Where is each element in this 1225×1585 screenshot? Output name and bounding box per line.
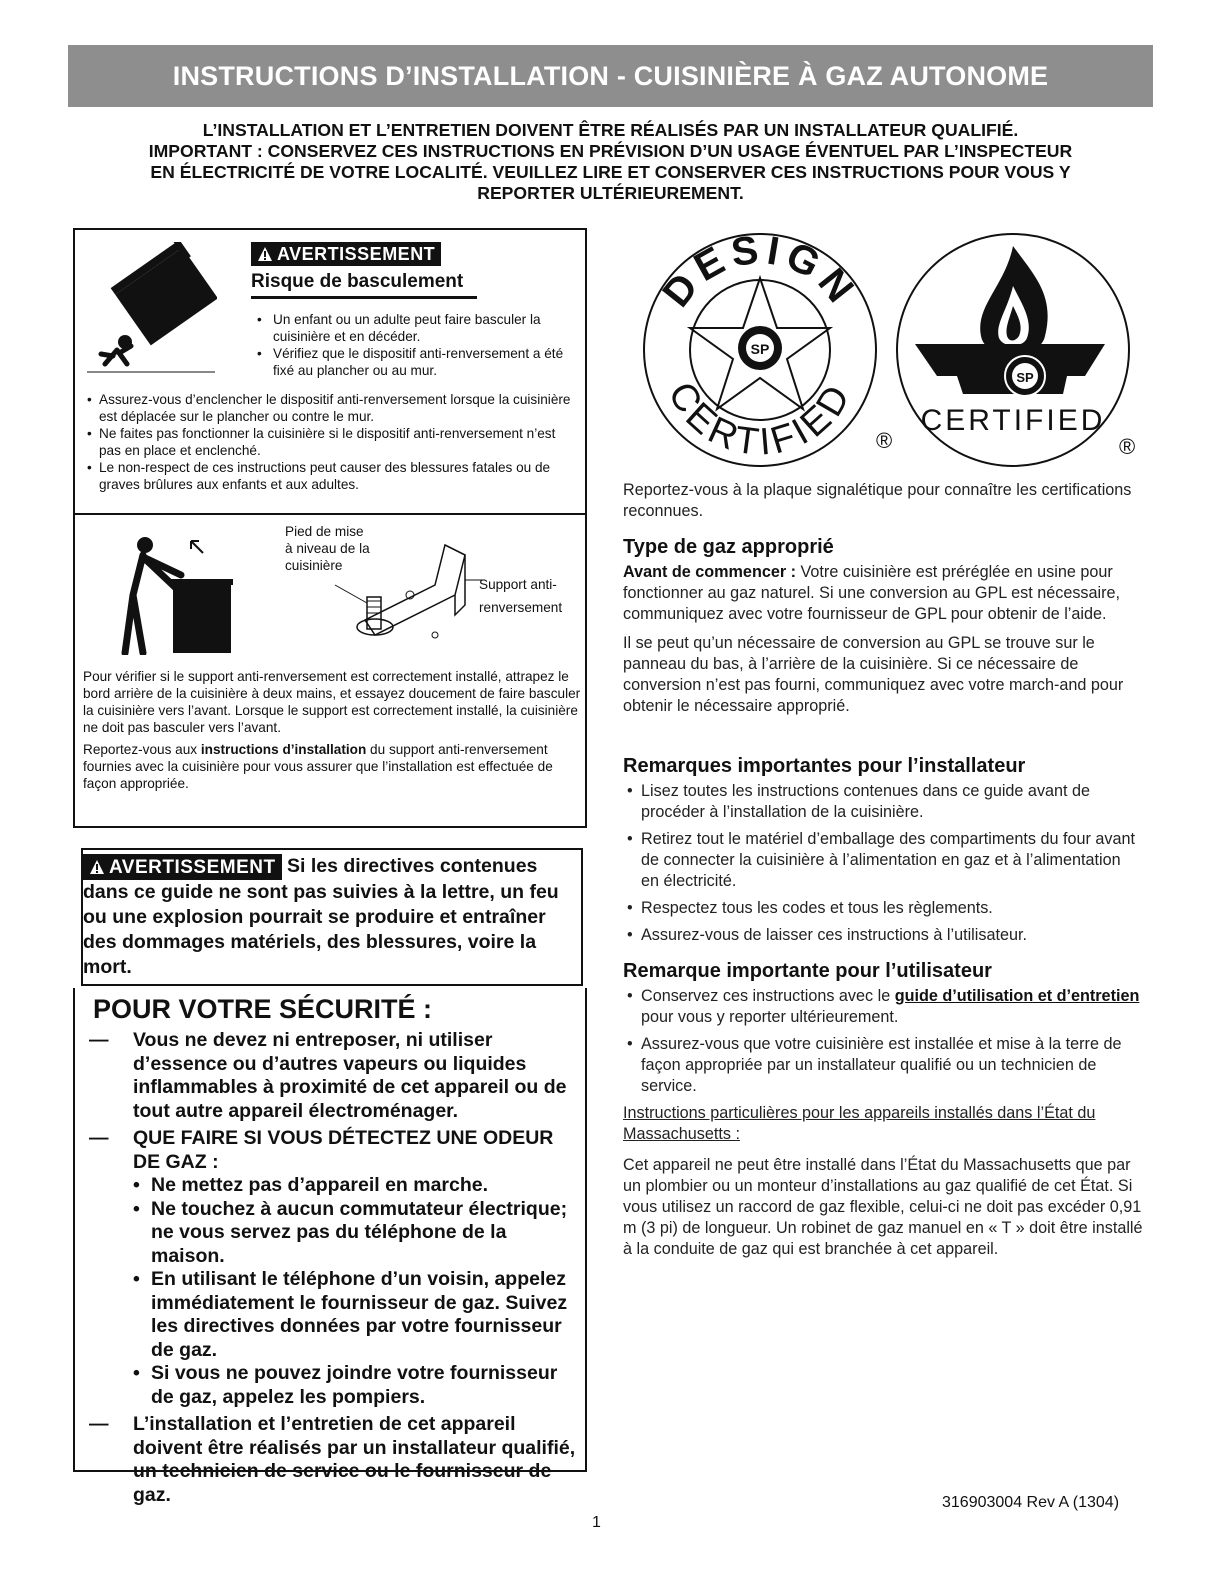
fire-explosion-warning-box: [81, 848, 583, 986]
installer-notes-section: [623, 756, 1143, 952]
warning-bullet: • Un enfant ou un adulte peut faire basculer la cuisinière et en décéder.: [251, 311, 571, 345]
design-arc-text: DESIGN: [654, 227, 866, 316]
installer-note: • Assurez-vous de laisser ces instructions à l’utilisateur.: [623, 925, 1143, 946]
installer-notes-heading: Remarques importantes pour l’installateur: [623, 755, 1026, 777]
gas-type-heading: Type de gaz approprié: [623, 536, 834, 558]
anti-tip-install-note: Reportez-vous aux instructions d’installation du support anti-renversement fournies avec la cuisinière pour vous assurer que l’installation est effectuée de façon appropriée.: [83, 742, 553, 791]
user-note-heading: Remarque importante pour l’utilisateur: [623, 960, 992, 982]
intro-line: L’INSTALLATION ET L’ENTRETIEN DOIVENT ÊTRE RÉALISÉS PAR UN INSTALLATEUR QUALIFIÉ.: [202, 120, 1019, 140]
intro-line: IMPORTANT : CONSERVEZ CES INSTRUCTIONS EN PRÉVISION D’UN USAGE ÉVENTUEL PAR L’INSPECTEUR: [148, 141, 1073, 161]
certification-note: [623, 480, 1143, 522]
warning-bullet: • Assurez-vous d’enclencher le dispositif anti-renversement lorsque la cuisinière est déplacée sur le plancher ou contre le mur.: [81, 391, 581, 425]
registered-mark: ®: [876, 428, 893, 453]
csa-mark: SP: [750, 341, 770, 357]
leveling-leg-label: cuisinière: [285, 558, 343, 573]
csa-flame-certified-logo: [895, 226, 1145, 476]
safety-title: POUR VOTRE SÉCURITÉ :: [93, 994, 433, 1024]
use-care-guide-link[interactable]: guide d’utilisation et d’entretien: [894, 987, 1140, 1005]
installer-note: • Respectez tous les codes et tous les règlements.: [623, 898, 1143, 919]
tip-over-illustration: [87, 242, 217, 377]
user-note: • Assurez-vous que votre cuisinière est installée et mise à la terre de façon appropriée par un installateur qualifié ou un technicien de service.: [623, 1034, 1143, 1097]
person-checking-range-illustration: [121, 535, 241, 655]
intro-line: EN ÉLECTRICITÉ DE VOTRE LOCALITÉ. VEUILLEZ LIRE ET CONSERVER CES INSTRUCTIONS POUR VOUS Y: [150, 162, 1071, 182]
warning-badge-label: AVERTISSEMENT: [277, 243, 436, 264]
intro-line: REPORTER ULTÉRIEUREMENT.: [477, 183, 744, 203]
anti-tip-check-text: Pour vérifier si le support anti-renversement est correctement installé, attrapez le bord arrière de la cuisinière à deux mains, et essayez doucement de faire basculer la cuisinière vers l’avant. Lorsque le support est correctement installé, la cuisinière ne doit pas basculer vers l’avant.: [83, 669, 581, 735]
document-number: 316903004 Rev A (1304): [942, 1494, 1120, 1511]
intro-notice: [68, 120, 1153, 204]
warning-triangle-icon: [257, 246, 273, 262]
tip-over-warning-box: [73, 228, 587, 515]
page-number: 1: [592, 1514, 601, 1531]
gas-odor-step: • En utilisant le téléphone d’un voisin, appelez immédiatement le fournisseur de gaz. Suivez les directives données par votre fournisseur de gaz.: [129, 1268, 585, 1362]
installer-note: • Retirez tout le matériel d’emballage des compartiments du four avant de connecter la cuisinière à l’alimentation en gaz et à l’alimentation en électricité.: [623, 829, 1143, 892]
gas-type-text: Avant de commencer : Votre cuisinière est préréglée en usine pour fonctionner au gaz naturel. Si une conversion au GPL est nécessaire, communiquez avec votre fournisseur de GPL pour obtenir de l’aide.: [623, 563, 1121, 623]
safety-section: [73, 988, 587, 1506]
page-title-banner: [68, 45, 1153, 107]
gas-type-section: [623, 537, 1143, 717]
user-note-section: [623, 961, 1143, 1260]
safety-item: — QUE FAIRE SI VOUS DÉTECTEZ UNE ODEUR DE GAZ :: [89, 1127, 554, 1173]
warning-bullet: • Le non-respect de ces instructions peut causer des blessures fatales ou de graves brûlures aux enfants et aux adultes.: [81, 459, 581, 493]
registered-mark: ®: [1119, 434, 1136, 459]
csa-mark: SP: [1016, 370, 1034, 385]
certified-text: CERTIFIED: [920, 404, 1106, 437]
csa-design-certified-logo: [636, 226, 916, 476]
warning-badge: [251, 242, 441, 266]
leveling-leg-label: Pied de mise: [285, 524, 364, 539]
warning-title: Risque de basculement: [251, 271, 477, 299]
leveling-leg-label: à niveau de la: [285, 541, 370, 556]
certified-arc-text: CERTIFIED: [659, 375, 861, 465]
fire-warning-text-lead: Si les directives contenues: [281, 855, 538, 878]
warning-bullet: • Vérifiez que le dispositif anti-renversement a été fixé au plancher ou au mur.: [251, 345, 571, 379]
anti-tip-bracket-label: Support anti-: [479, 577, 557, 592]
anti-tip-bracket-label: renversement: [479, 600, 563, 615]
installer-note: • Lisez toutes les instructions contenues dans ce guide avant de procéder à l’installation de la cuisinière.: [623, 781, 1143, 823]
anti-tip-check-box: [73, 513, 587, 828]
safety-item: — L’installation et l’entretien de cet appareil doivent être réalisés par un installateur qualifié, un technicien de service ou le fournisseur de gaz.: [89, 1413, 576, 1506]
massachusetts-heading: Instructions particulières pour les appareils installés dans l’État du Massachusetts :: [623, 1104, 1096, 1143]
user-note: • Conservez ces instructions avec le guide d’utilisation et d’entretien pour vous y reporter ultérieurement.: [623, 986, 1143, 1028]
warning-bullet: • Ne faites pas fonctionner la cuisinière si le dispositif anti-renversement n’est pas en place et enclenché.: [81, 425, 581, 459]
anti-tip-bracket-illustration: [315, 535, 485, 665]
page-title: INSTRUCTIONS D’INSTALLATION - CUISINIÈRE À GAZ AUTONOME: [172, 60, 1049, 91]
gas-odor-step: • Ne mettez pas d’appareil en marche.: [129, 1174, 585, 1198]
safety-item: — Vous ne devez ni entreposer, ni utiliser d’essence ou d’autres vapeurs ou liquides inflammables à proximité de cet appareil ou de tout autre appareil électroménager.: [89, 1029, 567, 1122]
warning-badge: AVERTISSEMENT: [83, 854, 282, 880]
lpg-conversion-text: Il se peut qu’un nécessaire de conversion au GPL se trouve sur le panneau du bas, à l’arrière de la cuisinière. Si ce nécessaire de conversion n’est pas fourni, communiquez avec votre march-and pour obtenir le nécessaire approprié.: [623, 634, 1124, 715]
massachusetts-text: Cet appareil ne peut être installé dans l’État du Massachusetts que par un plombier ou un monteur d’installations au gaz qualifié de cet État. Si vous utilisez un raccord de gaz flexible, celui-ci ne doit pas excéder 0,91 m (3 pi) de longueur. Un robinet de gaz manuel en « T » doit être installé à la conduite de gaz qui est branchée à cet appareil.: [623, 1156, 1143, 1258]
gas-odor-step: • Ne touchez à aucun commutateur électrique; ne vous servez pas du téléphone de la maison.: [129, 1198, 585, 1269]
certification-text: Reportez-vous à la plaque signalétique pour connaître les certifications reconnues.: [623, 481, 1132, 520]
gas-odor-step: • Si vous ne pouvez joindre votre fournisseur de gaz, appelez les pompiers.: [129, 1362, 585, 1409]
fire-warning-text: dans ce guide ne sont pas suivies à la lettre, un feu ou une explosion pourrait se produire et entraîner des dommages matériels, des blessures, voire la mort.: [83, 881, 559, 978]
warning-triangle-icon: [89, 859, 105, 875]
